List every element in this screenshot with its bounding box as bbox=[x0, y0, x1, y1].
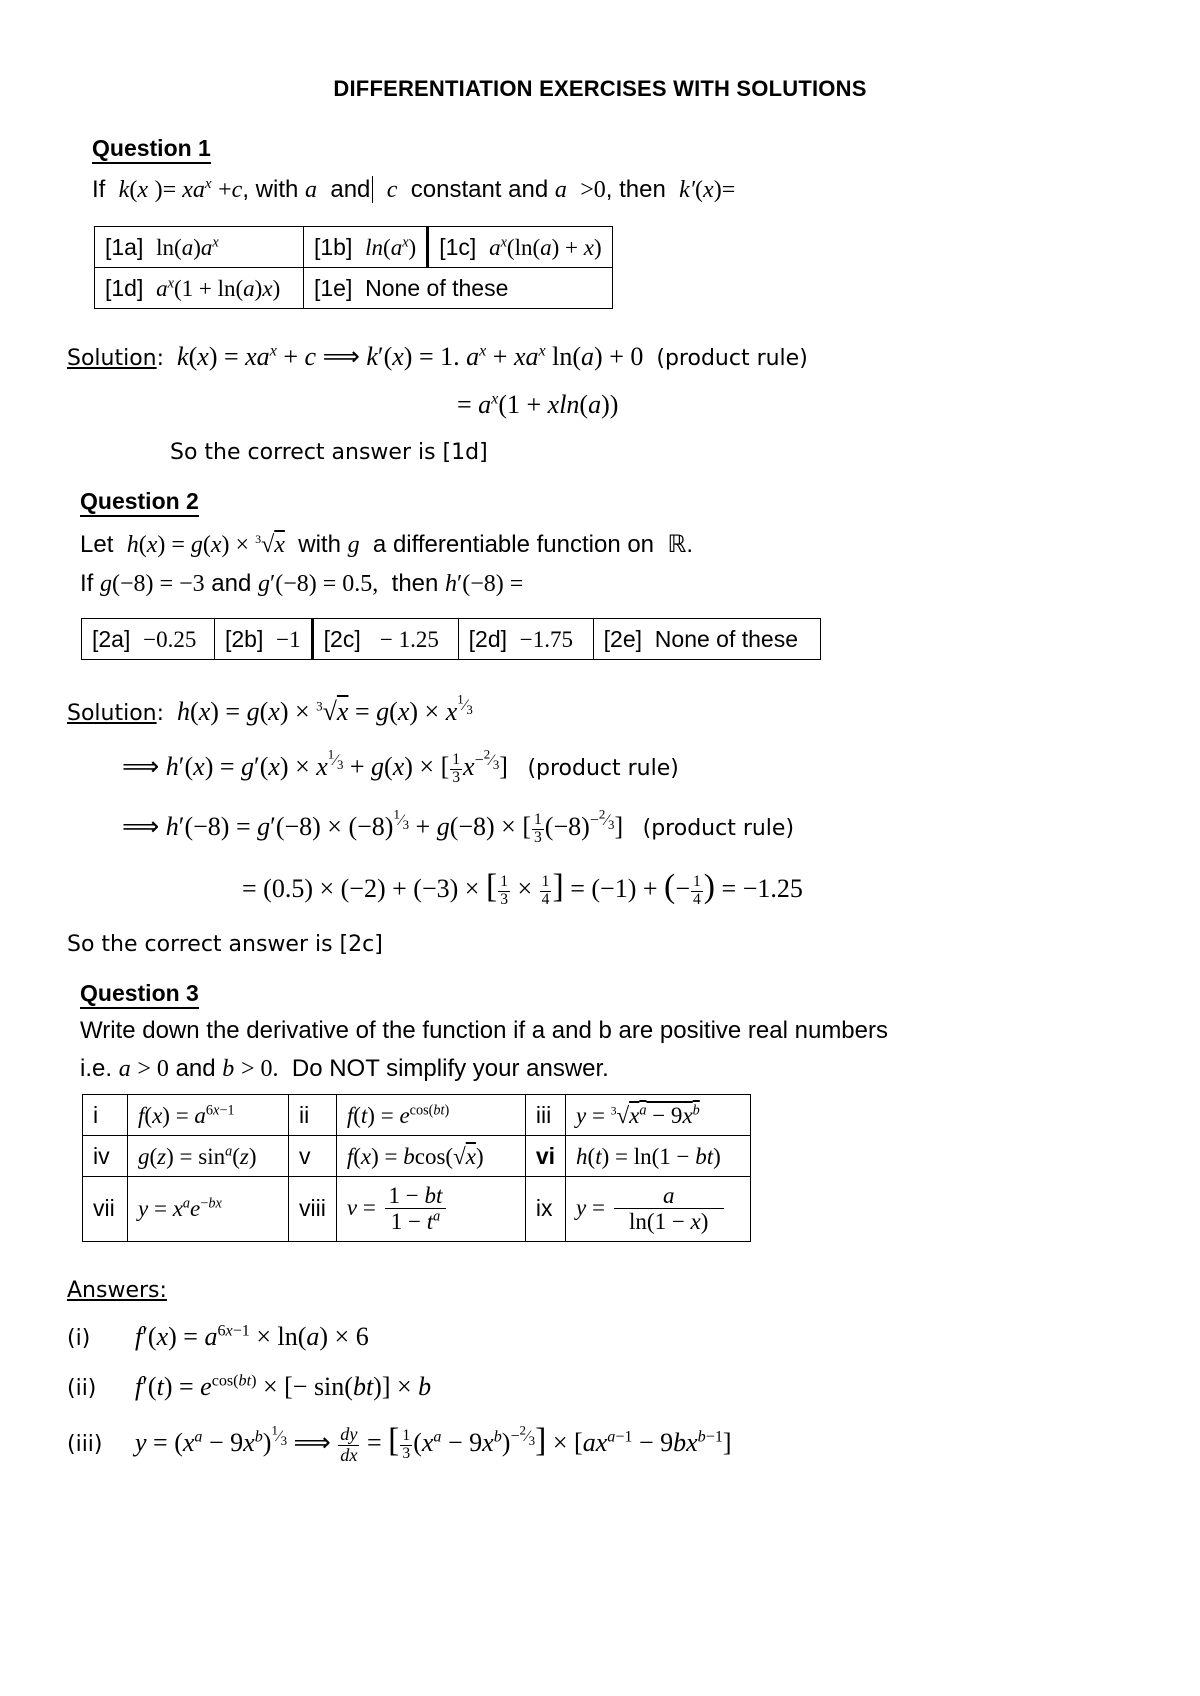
option-1a[interactable]: [1a] $\ln(a)a^x$ bbox=[95, 227, 304, 268]
question-1-answer: So the correct answer is [1d] bbox=[170, 440, 488, 465]
question-3-prompt-line1: Write down the derivative of the function if a and b are positive real numbers bbox=[80, 1017, 888, 1044]
option-1d[interactable]: [1d] $a^x(1 + \ln(a)x)$ bbox=[95, 268, 304, 309]
question-1-solution-line1: Solution: $k(x) = xa^x + c$ ⟹ k′(x) = 1. $a^x + xa^x$ ln(a) + 0 (product rule) bbox=[67, 342, 808, 371]
roman-iv: iv bbox=[83, 1136, 128, 1177]
option-2c[interactable]: [2c] − 1.25 bbox=[312, 619, 458, 660]
question-2-prompt-line2: If g(−8) = −3 and g′(−8) = 0.5, then h′(−8) = bbox=[80, 570, 524, 597]
roman-vi: vi bbox=[525, 1136, 565, 1177]
roman-ii: ii bbox=[289, 1095, 337, 1136]
function-viii: v = $\frac{1 - bt}{1 - t^a}$ bbox=[336, 1177, 525, 1242]
option-2b[interactable]: [2b] −1 bbox=[215, 619, 313, 660]
option-2d[interactable]: [2d] −1.75 bbox=[458, 619, 593, 660]
option-2a[interactable]: [2a] −0.25 bbox=[82, 619, 215, 660]
option-2e[interactable]: [2e] None of these bbox=[593, 619, 820, 660]
roman-iii: iii bbox=[525, 1095, 565, 1136]
question-1-heading: Question 1 bbox=[92, 135, 211, 162]
answer-tag-i: (i) bbox=[67, 1326, 91, 1351]
question-1-prompt: If k(x )= $xa^x +c$, with a and c constant and a >0, then k′(x)= bbox=[92, 176, 736, 203]
question-3-heading: Question 3 bbox=[80, 980, 199, 1007]
roman-ix: ix bbox=[525, 1177, 565, 1242]
function-i: $f(x) = a^{6x-1}$ bbox=[128, 1095, 289, 1136]
function-v: f(x) = bcos(√x) bbox=[336, 1136, 525, 1177]
roman-v: v bbox=[289, 1136, 337, 1177]
question-2-solution-line1: Solution: $h(x) = g(x) \times ^3√x = g(x) \times x^{^1⁄_3}$ bbox=[67, 692, 473, 726]
function-vii: $y = x^ae^{-bx}$ bbox=[128, 1177, 289, 1242]
answer-tag-ii: (ii) bbox=[67, 1376, 97, 1401]
question-2-options-table bbox=[81, 618, 821, 660]
option-1c[interactable]: [1c] $a^x(\ln(a) + x)$ bbox=[428, 227, 612, 268]
option-1b[interactable]: [1b] $\ln(a^x)$ bbox=[304, 227, 428, 268]
roman-viii: viii bbox=[289, 1177, 337, 1242]
function-iv: $g(z) = \sin^a(z)$ bbox=[128, 1136, 289, 1177]
question-1-solution-line2: = $a^x(1 + xln(a))$ bbox=[457, 390, 619, 419]
function-vi: h(t) = ln(1 − bt) bbox=[566, 1136, 751, 1177]
answer-ii: $f'(t) = e^{cos(bt)}$ × [− sin(bt)] × b bbox=[135, 1372, 432, 1401]
function-ix: y = $\frac{a}{\ln(1 - x)}$ bbox=[566, 1177, 751, 1242]
roman-i: i bbox=[83, 1095, 128, 1136]
question-2-prompt-line1: Let h(x) = g(x) × $^3$√x with g a differentiable function on ℝ. bbox=[80, 531, 694, 558]
answer-iii: $y = (x^a - 9x^b)^{^1⁄_3}$ ⟹ $\frac{dy}{dx}$ = [ $\frac{1}{3}$ $(x^a - 9x^b)^{-^2⁄_3}] \times [ax^{a-1} - 9bx^{b-1}]$ bbox=[135, 1422, 732, 1465]
option-1e[interactable]: [1e] None of these bbox=[304, 268, 613, 309]
roman-vii: vii bbox=[83, 1177, 128, 1242]
question-2-solution-line3: ⟹ $h'(-8) = g'(-8) \times (-8)^{^1⁄_3} + g(-8)$ × [ $\frac{1}{3}$ $(-8)^{-^2⁄_3}$] (product rule) bbox=[122, 807, 795, 846]
answer-tag-iii: (iii) bbox=[67, 1432, 103, 1457]
question-2-solution-line4: = (0.5) × (−2) + (−3) × [ $\frac{1}{3}$ × $\frac{1}{4}$ ] = (−1) + (− $\frac{1}{4}$ ) = −1.25 bbox=[242, 868, 803, 908]
question-2-solution-line2: ⟹ $h'(x) = g'(x) \times x^{^1⁄_3} + g(x)$ × [ $\frac{1}{3}$ $x^{-^2⁄_3}$] (product rule) bbox=[122, 747, 679, 786]
function-iii: $y = ^3√x^a - 9x^b$ bbox=[566, 1095, 751, 1136]
question-2-heading: Question 2 bbox=[80, 488, 199, 515]
question-2-answer: So the correct answer is [2c] bbox=[67, 932, 383, 957]
answer-i: $f'(x) = a^{6x-1} \times \ln(a) \times 6$ bbox=[135, 1322, 369, 1351]
question-1-options-table bbox=[94, 226, 613, 309]
question-3-prompt-line2: i.e. a > 0 and b > 0. Do NOT simplify your answer. bbox=[80, 1055, 609, 1082]
answers-label: Answers: bbox=[67, 1278, 167, 1303]
function-ii: $f(t) = e^{cos(bt)}$ bbox=[336, 1095, 525, 1136]
question-3-functions-table bbox=[82, 1094, 751, 1242]
page-title: DIFFERENTIATION EXERCISES WITH SOLUTIONS bbox=[333, 76, 867, 101]
